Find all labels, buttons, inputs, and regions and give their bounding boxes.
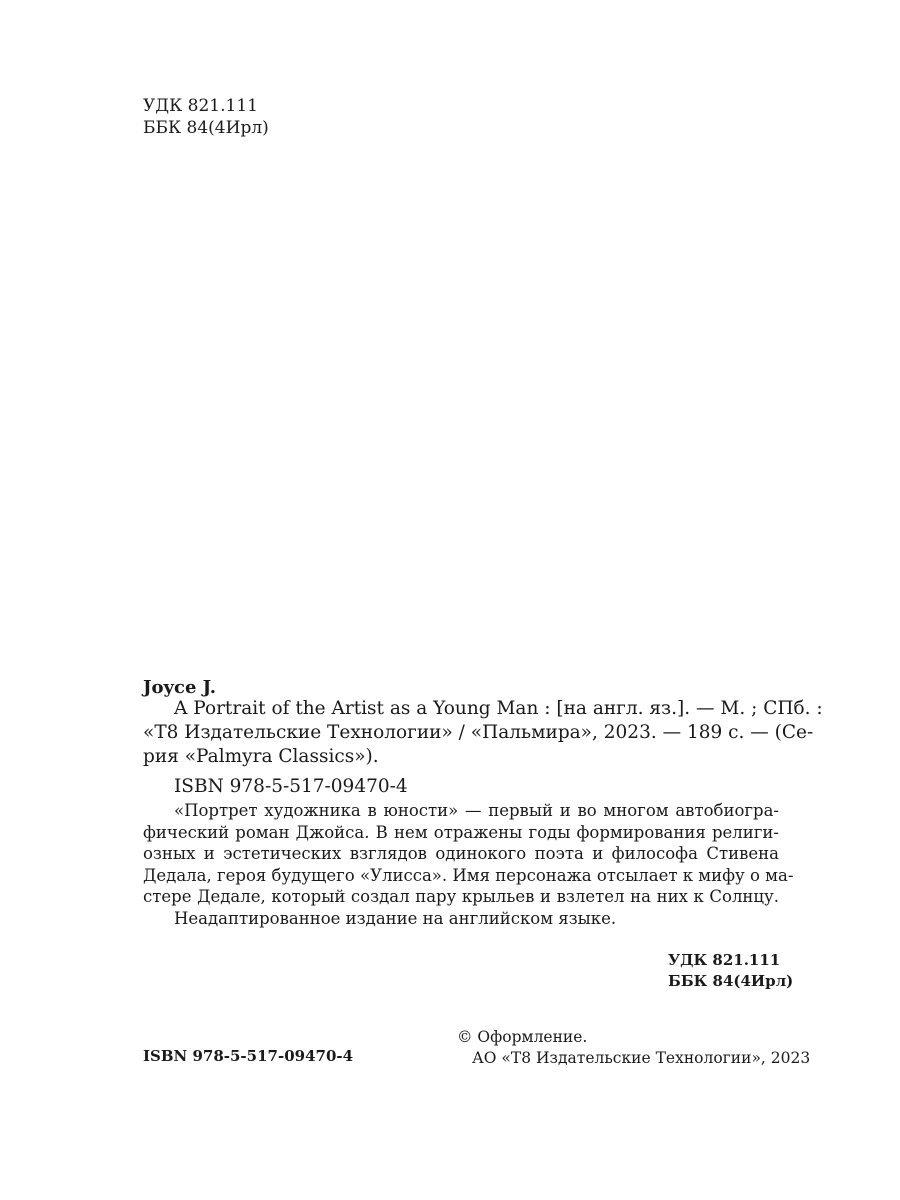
title-line-1: A Portrait of the Artist as a Young Man : [на англ. яз.]. — М. ; СПб. :: [174, 698, 823, 719]
top-classification: [143, 95, 269, 139]
bibliographic-record: [143, 697, 823, 799]
udk-code-top: УДК 821.111: [143, 96, 258, 116]
annotation-line: стере Дедале, который создал пару крыльев и взлетел на них к Солнцу.: [143, 887, 779, 906]
udk-code-bottom: УДК 821.111: [668, 951, 781, 969]
annotation-line: озных и эстетических взглядов одинокого поэта и философа Стивена: [143, 844, 779, 863]
copyright-line-2: АО «Т8 Издательские Технологии», 2023: [472, 1049, 811, 1067]
bottom-classification: [668, 950, 793, 992]
isbn-footer: ISBN 978-5-517-09470-4: [143, 1047, 354, 1065]
bbk-code-bottom: ББК 84(4Ирл): [668, 972, 794, 990]
title-line-3: рия «Palmyra Classics»).: [143, 746, 379, 767]
annotation-line: «Портрет художника в юности» — первый и во многом автобиогра-: [174, 801, 779, 820]
title-line-2: «Т8 Издательские Технологии» / «Пальмира», 2023. — 189 с. — (Се-: [143, 722, 814, 743]
copyright-block: [457, 1027, 810, 1069]
author-name: Joyce J.: [143, 677, 217, 698]
annotation: [143, 800, 794, 929]
bbk-code-top: ББК 84(4Ирл): [143, 118, 269, 138]
copyright-line-1: © Оформление.: [457, 1028, 588, 1046]
annotation-note: Неадаптированное издание на английском языке.: [174, 908, 617, 928]
annotation-line: фический роман Джойса. В нем отражены годы формирования религи-: [143, 822, 779, 842]
isbn-record: ISBN 978-5-517-09470-4: [174, 776, 408, 797]
annotation-line: Дедала, героя будущего «Улисса». Имя персонажа отсылает к мифу о ма-: [143, 865, 794, 885]
